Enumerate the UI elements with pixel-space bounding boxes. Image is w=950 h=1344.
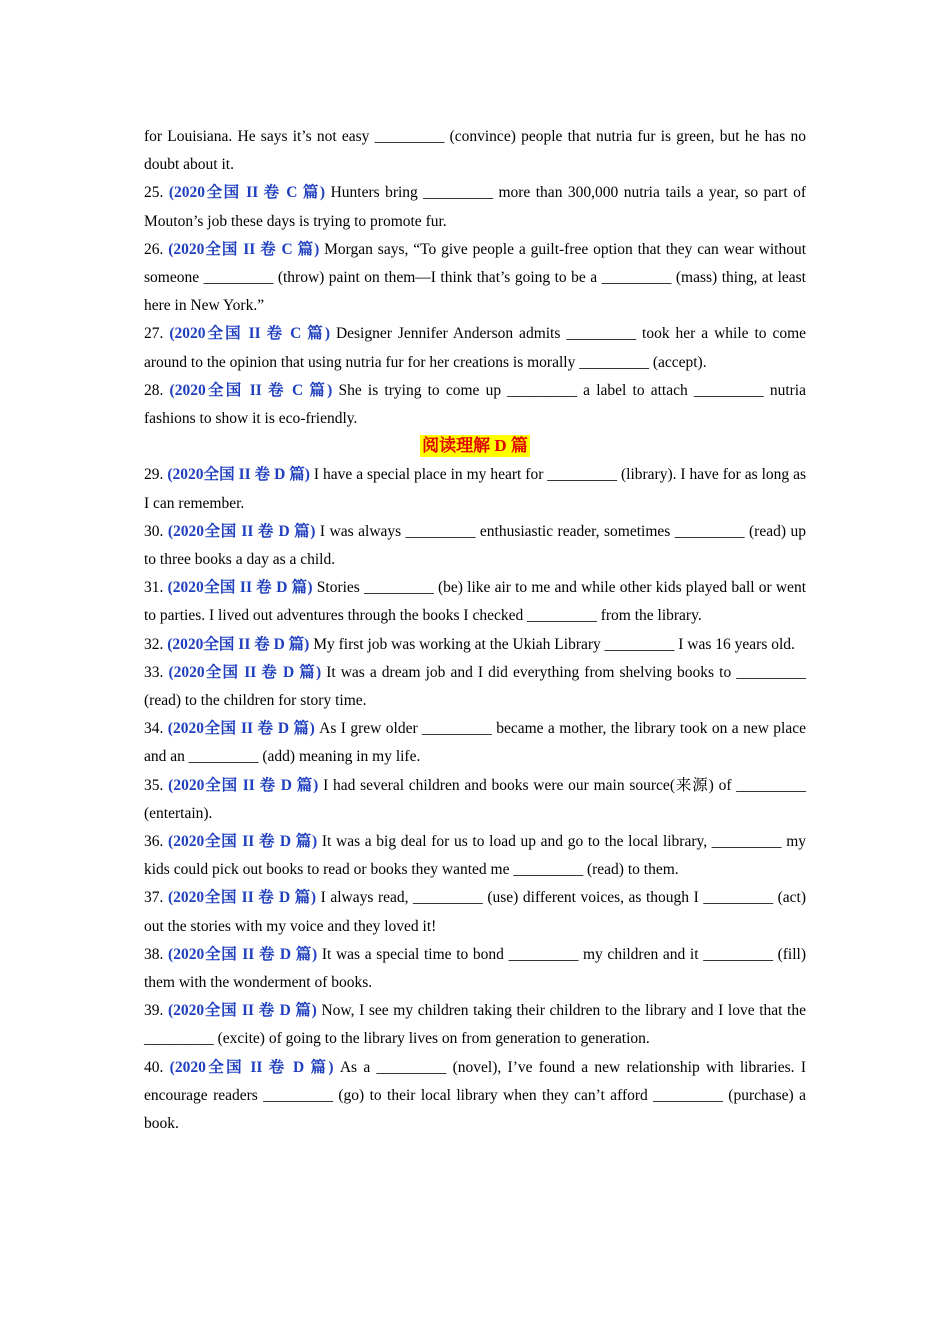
question-number: 33. bbox=[144, 663, 164, 681]
question-text: I always read, _________ (use) different voices, as though I _________ (act) out the stories with my voice and they loved it! bbox=[144, 889, 807, 935]
question-text: Morgan says, “To give people a guilt-free option that they can wear without someone _________ (throw) paint on them—I think that’s going to be a _________ (mass) thing, at least here in New York.” bbox=[144, 240, 807, 315]
source-tag: (2020全国 II 卷 D 篇) bbox=[168, 663, 322, 681]
question-text: It was a big deal for us to load up and go to the local library, _________ my kids could pick out books to read or books they wanted me _________ (read) to them. bbox=[144, 833, 807, 879]
question-number: 27. bbox=[144, 325, 164, 343]
intro-paragraph: for Louisiana. He says it’s not easy _________ (convince) people that nutria fur is green, but he has no doubt about it. bbox=[144, 128, 806, 174]
question-item bbox=[144, 941, 806, 997]
question-text: As a _________ (novel), I’ve found a new relationship with libraries. I encourage readers _________ (go) to their local library when they can’t afford _________ (purchase) a book. bbox=[144, 1058, 806, 1133]
question-item bbox=[144, 377, 806, 433]
question-number: 38. bbox=[144, 945, 164, 963]
question-number: 37. bbox=[144, 889, 164, 907]
question-number: 32. bbox=[144, 635, 164, 653]
section-c-items bbox=[144, 179, 806, 433]
question-text: Designer Jennifer Anderson admits _________ took her a while to come around to the opinion that using nutria fur for her creations is morally _________ (accept). bbox=[144, 325, 807, 371]
question-number: 31. bbox=[144, 579, 164, 597]
question-number: 29. bbox=[144, 466, 164, 484]
question-number: 40. bbox=[144, 1058, 164, 1076]
question-item bbox=[144, 884, 806, 940]
question-number: 28. bbox=[144, 381, 164, 399]
question-item bbox=[144, 236, 806, 321]
question-item bbox=[144, 320, 806, 376]
question-text: She is trying to come up _________ a label to attach _________ nutria fashions to show it is eco-friendly. bbox=[144, 381, 806, 428]
source-tag: (2020全国 II 卷 D 篇) bbox=[167, 889, 317, 907]
question-text: Hunters bring _________ more than 300,000 nutria tails a year, so part of Mouton’s job these days is trying to promote fur. bbox=[144, 184, 807, 230]
question-item bbox=[144, 518, 806, 574]
source-tag: (2020全国 II 卷 D 篇) bbox=[167, 579, 313, 597]
section-heading-wrap bbox=[144, 433, 806, 461]
source-tag: (2020全国 II 卷 D 篇) bbox=[168, 1002, 317, 1020]
source-tag: (2020全国 II 卷 D 篇) bbox=[167, 522, 316, 540]
question-number: 34. bbox=[144, 720, 164, 738]
question-item bbox=[144, 997, 806, 1053]
source-tag: (2020全国 II 卷 D 篇) bbox=[167, 466, 310, 484]
question-text: My first job was working at the Ukiah Library _________ I was 16 years old. bbox=[313, 635, 795, 653]
question-item bbox=[144, 659, 806, 715]
question-number: 36. bbox=[144, 833, 164, 851]
question-text: I have a special place in my heart for _________ (library). I have for as long as I can remember. bbox=[144, 466, 806, 512]
document-page bbox=[144, 123, 806, 1138]
source-tag: (2020全国 II 卷 C 篇) bbox=[169, 325, 330, 343]
question-number: 39. bbox=[144, 1002, 164, 1020]
question-text: I was always _________ enthusiastic reader, sometimes _________ (read) up to three books a day as a child. bbox=[144, 522, 806, 569]
source-tag: (2020全国 II 卷 D 篇) bbox=[168, 945, 318, 963]
question-text: Stories _________ (be) like air to me and while other kids played ball or went to parties. I lived out adventures through the books I checked _________ from the library. bbox=[144, 579, 806, 625]
question-item bbox=[144, 179, 806, 235]
question-number: 26. bbox=[144, 240, 164, 258]
question-item bbox=[144, 828, 806, 884]
question-text: It was a dream job and I did everything from shelving books to _________ (read) to the children for story time. bbox=[144, 663, 806, 710]
source-tag: (2020全国 II 卷 D 篇) bbox=[168, 776, 319, 794]
question-item bbox=[144, 772, 806, 828]
question-text: I had several children and books were our main source(来源) of _________ (entertain). bbox=[144, 776, 807, 822]
source-tag: (2020全国 II 卷 D 篇) bbox=[167, 720, 315, 738]
question-item bbox=[144, 631, 806, 659]
question-number: 35. bbox=[144, 776, 164, 794]
question-number: 30. bbox=[144, 522, 164, 540]
question-text: As I grew older _________ became a mother, the library took on a new place and an _________ (add) meaning in my life. bbox=[144, 720, 806, 766]
question-text: Now, I see my children taking their children to the library and I love that the _________ (excite) of going to the library lives on from generation to generation. bbox=[144, 1002, 806, 1048]
section-heading: 阅读理解 D 篇 bbox=[422, 436, 528, 456]
question-item bbox=[144, 574, 806, 630]
question-item bbox=[144, 461, 806, 517]
question-item bbox=[144, 715, 806, 771]
source-tag: (2020全国 II 卷 C 篇) bbox=[168, 184, 326, 202]
source-tag: (2020全国 II 卷 C 篇) bbox=[168, 240, 320, 258]
section-d-items bbox=[144, 461, 806, 1138]
source-tag: (2020全国 II 卷 D 篇) bbox=[167, 635, 310, 653]
source-tag: (2020全国 II 卷 C 篇) bbox=[169, 381, 333, 399]
question-item bbox=[144, 1054, 806, 1139]
source-tag: (2020全国 II 卷 D 篇) bbox=[169, 1058, 334, 1076]
question-text: It was a special time to bond _________ my children and it _________ (fill) them with the wonderment of books. bbox=[144, 945, 807, 992]
question-number: 25. bbox=[144, 184, 164, 202]
source-tag: (2020全国 II 卷 D 篇) bbox=[168, 833, 318, 851]
